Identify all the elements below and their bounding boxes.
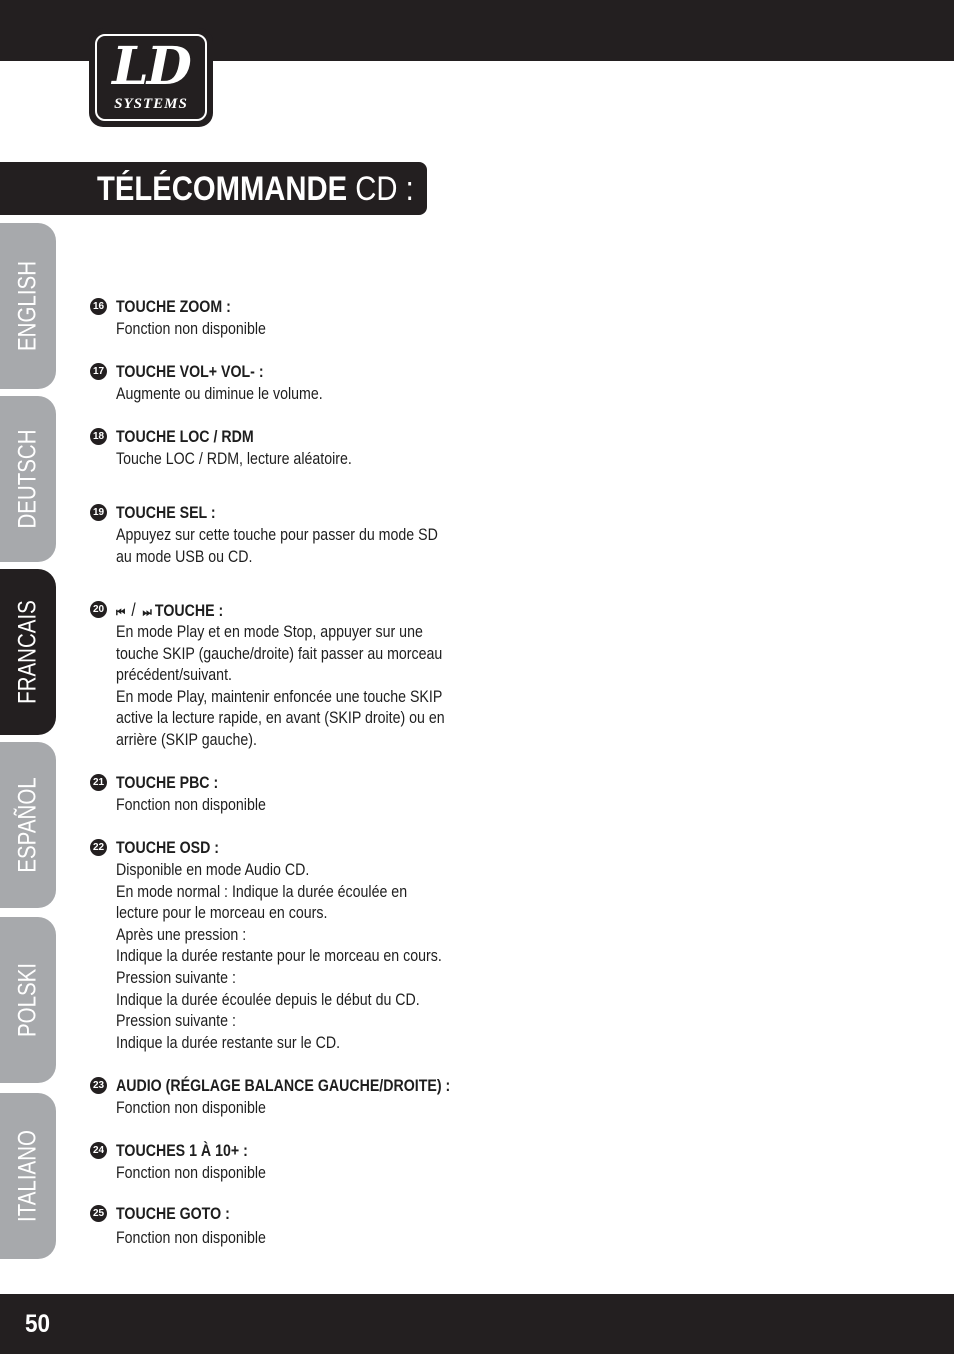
description-line: Disponible en mode Audio CD. bbox=[116, 861, 310, 879]
item-title: TOUCHE ZOOM : bbox=[116, 298, 231, 316]
tab-label: FRANCAIS bbox=[13, 600, 42, 704]
description-line: au mode USB ou CD. bbox=[116, 547, 253, 566]
item-number-badge: 17 bbox=[90, 363, 107, 380]
item-title bbox=[116, 600, 223, 623]
logo-ld-text: LD bbox=[112, 36, 190, 97]
tab-label: ESPAÑOL bbox=[13, 777, 42, 873]
tab-deutsch[interactable] bbox=[0, 396, 56, 562]
tab-label: ENGLISH bbox=[13, 260, 42, 352]
description-line: Fonction non disponible bbox=[116, 1164, 266, 1182]
item-description bbox=[116, 860, 469, 1054]
item-number-badge: 19 bbox=[90, 504, 107, 521]
tab-italiano[interactable] bbox=[0, 1093, 56, 1259]
description-line: Après une pression : bbox=[116, 925, 247, 944]
item-title: TOUCHE VOL+ VOL- : bbox=[116, 363, 264, 381]
item-description bbox=[116, 449, 469, 471]
item-title: TOUCHES 1 À 10+ : bbox=[116, 1142, 248, 1160]
page-number: 50 bbox=[25, 1310, 51, 1338]
item-number-badge: 20 bbox=[90, 601, 107, 618]
section-title-bar bbox=[0, 162, 427, 215]
description-line: active la lecture rapide, en avant (SKIP droite) ou en bbox=[116, 709, 445, 728]
item-description bbox=[116, 319, 469, 341]
description-line: arrière (SKIP gauche). bbox=[116, 730, 257, 749]
item-title: TOUCHE SEL : bbox=[116, 504, 216, 522]
description-line: Indique la durée écoulée depuis le début du CD. bbox=[116, 990, 420, 1009]
item-number-badge: 23 bbox=[90, 1077, 107, 1094]
item-number-badge: 21 bbox=[90, 774, 107, 791]
description-line: Fonction non disponible bbox=[116, 1229, 266, 1247]
description-line: Augmente ou diminue le volume. bbox=[116, 385, 323, 403]
page-title-sub: CD : bbox=[355, 170, 414, 208]
item-number-badge: 18 bbox=[90, 428, 107, 445]
description-line: Indique la durée restante sur le CD. bbox=[116, 1033, 341, 1052]
item-description bbox=[116, 525, 469, 568]
item-number-badge: 24 bbox=[90, 1142, 107, 1159]
description-line: Fonction non disponible bbox=[116, 796, 266, 814]
description-line: En mode Play, maintenir enfoncée une touche SKIP bbox=[116, 687, 443, 706]
description-line: Pression suivante : bbox=[116, 1012, 236, 1031]
item-title: TOUCHE GOTO : bbox=[116, 1205, 230, 1223]
item-title-text: TOUCHE : bbox=[154, 602, 224, 620]
tab-english[interactable] bbox=[0, 223, 56, 389]
description-line: précédent/suivant. bbox=[116, 666, 232, 685]
tab-espanol[interactable] bbox=[0, 742, 56, 908]
tab-francais[interactable] bbox=[0, 569, 56, 735]
description-line: Fonction non disponible bbox=[116, 320, 266, 338]
tab-label: ITALIANO bbox=[13, 1130, 42, 1222]
item-description bbox=[116, 1098, 469, 1120]
description-line: En mode normal : Indique la durée écoulée en bbox=[116, 882, 408, 901]
skip-next-icon: ⏭ bbox=[142, 605, 151, 619]
tab-label: DEUTSCH bbox=[13, 429, 42, 529]
item-description bbox=[116, 622, 469, 752]
separator-slash: / bbox=[131, 600, 136, 620]
item-title: TOUCHE LOC / RDM bbox=[116, 428, 254, 446]
tab-label: POLSKI bbox=[13, 962, 42, 1038]
description-line: lecture pour le morceau en cours. bbox=[116, 904, 328, 923]
ld-systems-logo bbox=[89, 28, 213, 127]
description-line: Touche LOC / RDM, lecture aléatoire. bbox=[116, 450, 352, 468]
item-description bbox=[116, 1228, 469, 1250]
item-title: AUDIO (RÉGLAGE BALANCE GAUCHE/DROITE) : bbox=[116, 1077, 451, 1095]
item-title: TOUCHE OSD : bbox=[116, 839, 220, 857]
logo-systems-text: SYSTEMS bbox=[114, 96, 188, 112]
item-number-badge: 25 bbox=[90, 1205, 107, 1222]
description-line: Appuyez sur cette touche pour passer du mode SD bbox=[116, 526, 438, 544]
item-description bbox=[116, 384, 469, 406]
item-title: TOUCHE PBC : bbox=[116, 774, 219, 792]
description-line: Fonction non disponible bbox=[116, 1099, 266, 1117]
skip-previous-icon: ⏮ bbox=[116, 605, 125, 619]
item-description bbox=[116, 1163, 469, 1185]
description-line: En mode Play et en mode Stop, appuyer sur une bbox=[116, 623, 423, 641]
page-title bbox=[97, 167, 414, 211]
description-line: Indique la durée restante pour le morceau en cours. bbox=[116, 947, 442, 966]
description-line: Pression suivante : bbox=[116, 968, 236, 987]
page-title-main: TÉLÉCOMMANDE bbox=[97, 170, 348, 208]
item-number-badge: 22 bbox=[90, 839, 107, 856]
item-description bbox=[116, 795, 469, 817]
description-line: touche SKIP (gauche/droite) fait passer au morceau bbox=[116, 644, 443, 663]
logo-frame bbox=[95, 34, 207, 121]
item-number-badge: 16 bbox=[90, 298, 107, 315]
tab-polski[interactable] bbox=[0, 917, 56, 1083]
footer-bar bbox=[0, 1294, 954, 1354]
